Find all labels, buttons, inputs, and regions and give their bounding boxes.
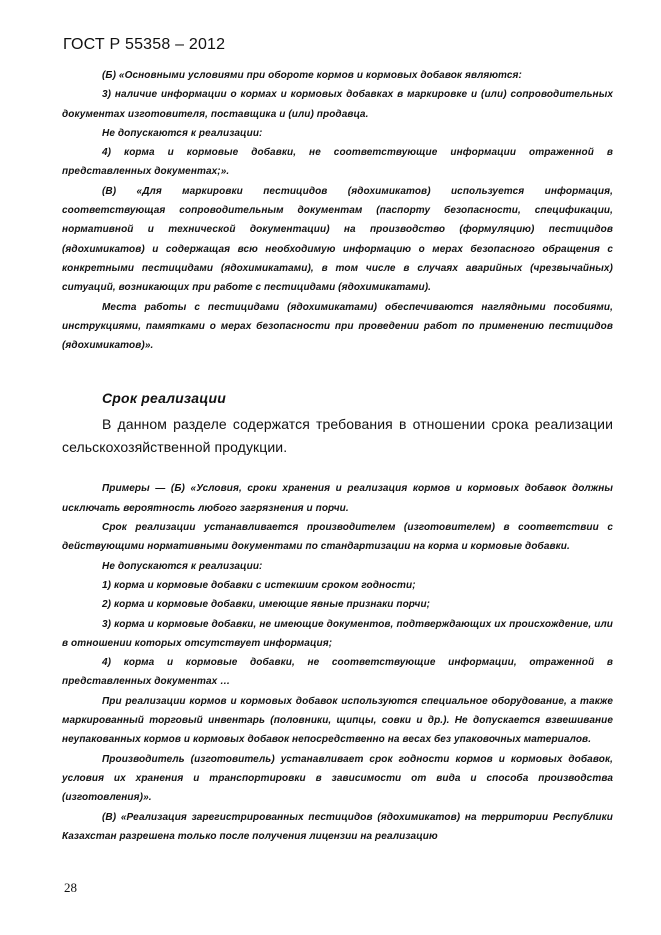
section-intro: В данном разделе содержатся требования в отношении срока реализации сельскохозяйственной продукции. bbox=[62, 416, 613, 456]
spacer bbox=[62, 459, 613, 479]
page-number: 28 bbox=[64, 880, 77, 895]
list-item-3: 3) корма и кормовые добавки, не имеющие документов, подтверждающих их происхождение, или в отношении которых отсутствует информация; bbox=[62, 618, 613, 649]
paragraph-equipment: При реализации кормов и кормовых добавок используются специальное оборудование, а также маркированный торговый инвентарь (половники, щипцы, совки и др.). Не допускается взвешивание неупакованных кормов и кормовых добавок непосредственно на весах без упаковочных материалов. bbox=[62, 695, 613, 746]
paragraph-pesticide-labeling: (В) «Для маркировки пестицидов (ядохимикатов) используется информация, соответствующая сопроводительным документам (паспорту безопасности, спецификации, нормативной и технической документации) на производство (формуляцию) пестицидов (ядохимикатов) и содержащая всю необходимую информацию о мерах безопасного обращения с конкретными пестицидами (ядохимикатами), в том числе в случаях аварийных (чрезвычайных) ситуаций, возникающих при работе с пестицидами (ядохимикатами). bbox=[62, 185, 613, 294]
document-header: ГОСТ Р 55358 – 2012 bbox=[63, 36, 226, 53]
paragraph-workplaces: Места работы с пестицидами (ядохимикатами) обеспечиваются наглядными пособиями, инструкциями, памятками о мерах безопасности при проведении работ по применению пестицидов (ядохимикатов)». bbox=[62, 301, 613, 352]
paragraph-pesticide-sale: (В) «Реализация зарегистрированных пестицидов (ядохимикатов) на территории Республики Казахстан разрешена только после получения лицензии на реализацию bbox=[62, 811, 613, 842]
list-item-4: 4) корма и кормовые добавки, не соответствующие информации, отраженной в представленных документах … bbox=[62, 657, 613, 688]
paragraph-not-allowed-2: Не допускаются к реализации: bbox=[102, 560, 263, 572]
paragraph-examples: Примеры — (Б) «Условия, сроки хранения и реализация кормов и кормовых добавок должны исключать вероятность любого загрязнения и порчи. bbox=[62, 483, 613, 514]
paragraph-not-allowed: Не допускаются к реализации: bbox=[102, 127, 263, 139]
paragraph-shelf-life: Срок реализации устанавливается производителем (изготовителем) в соответствии с действующими нормативными документами по стандартизации на корма и кормовые добавки. bbox=[62, 522, 613, 553]
list-item-2: 2) корма и кормовые добавки, имеющие явные признаки порчи; bbox=[102, 599, 431, 611]
paragraph-producer: Производитель (изготовитель) устанавливает срок годности кормов и кормовых добавок, условия их хранения и транспортировки в зависимости от вида и способа производства (изготовления)». bbox=[62, 753, 613, 804]
section-title: Срок реализации bbox=[102, 390, 227, 407]
page-content bbox=[62, 66, 613, 846]
paragraph-conditions-intro: (Б) «Основными условиями при обороте кормов и кормовых добавок являются: bbox=[102, 70, 522, 81]
paragraph-item-3: 3) наличие информации о кормах и кормовых добавках в маркировке и (или) сопроводительных документах изготовителя, поставщика и (или) продавца. bbox=[62, 89, 613, 120]
list-item-1: 1) корма и кормовые добавки с истекшим сроком годности; bbox=[102, 579, 416, 591]
paragraph-item-4: 4) корма и кормовые добавки, не соответствующие информации отраженной в представленных документах;». bbox=[62, 147, 613, 178]
